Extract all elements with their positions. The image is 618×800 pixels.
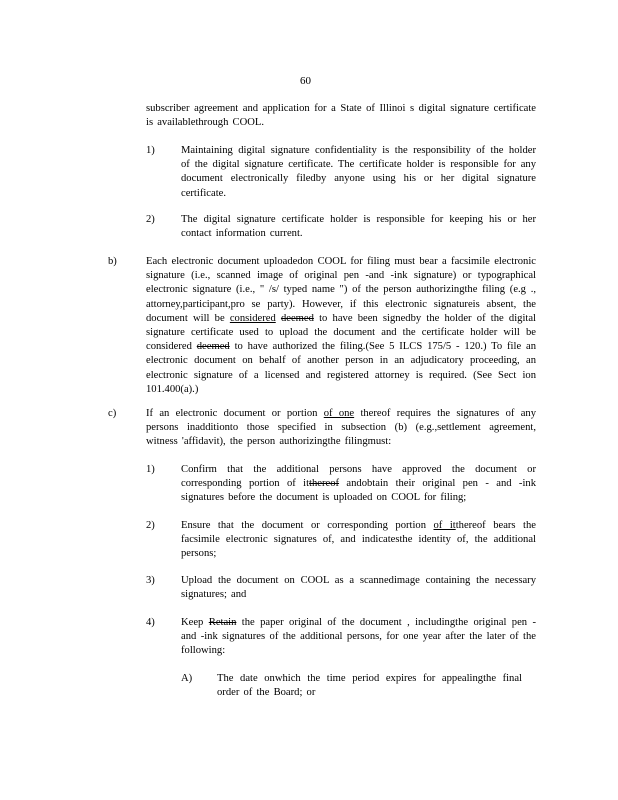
sub-item-a-text: The date onwhich the time period expires for appealingthe final order of the Board; or — [217, 673, 522, 699]
section-c-item-1-label: 1) — [146, 464, 155, 475]
section-c-item-4-text — [181, 616, 536, 659]
item-text: Confirm that the additional persons have approved the document or corresponding portion of it — [181, 464, 536, 490]
section-c-item-2-label: 2) — [146, 520, 155, 531]
intro-item-2-label: 2) — [146, 214, 155, 225]
deleted-text: Retain — [208, 617, 237, 628]
inserted-text: of it — [433, 520, 456, 531]
section-c-paragraph — [146, 407, 536, 450]
intro-item-1-text: Maintaining digital signature confidentiality is the responsibility of the holder of the digital signature certificate. The certificate holder is responsible for any document electronically filedby anyone using his or her digital signature certificate. — [181, 145, 536, 199]
item-text: the paper original of the document , includingthe original pen - and -ink signatures of the additional persons, for one year after the later of the following: — [181, 617, 536, 657]
section-c-item-2-text — [181, 519, 536, 562]
section-b-label: b) — [108, 256, 117, 267]
intro-paragraph: subscriber agreement and application for a State of Illinoi s digital signature certificate is availablethrough COOL. — [146, 103, 536, 129]
section-b-text-3: to have authorized the filing.(See 5 ILCS 175/5 - 120.) To file an electronic document on behalf of another person in an adjudicatory proceeding, an electronic signature of a licensed and registered attorney is required. (See Sect ion 101.400(a).) — [146, 341, 536, 395]
deleted-text: deemed — [196, 341, 230, 353]
inserted-text: considered — [229, 312, 276, 324]
item-text: andobtain their original pen - and -ink signatures before the document is uploaded on COOL for filing; — [181, 478, 536, 504]
section-c-text-2: thereof requires the signatures of any persons inadditionto those specified in subsection (b) (e.g.,settlement agreement, witness 'affidavit), the person authorizingthe filingmust: — [146, 408, 536, 448]
intro-item-2-text: The digital signature certificate holder is responsible for keeping his or her contact information current. — [181, 214, 536, 240]
inserted-text: of one — [323, 408, 355, 419]
item-text: thereof bears the facsimile electronic signatures of, and indicatesthe identity of, the additional persons; — [181, 520, 536, 560]
section-c-text-1: If an electronic document or portion — [146, 408, 318, 419]
deleted-text: deemed — [280, 312, 314, 324]
item-text: Ensure that the document or corresponding portion — [181, 520, 426, 531]
section-c-item-1-text — [181, 463, 536, 506]
section-c-item-3-label: 3) — [146, 575, 155, 586]
deleted-text: thereof — [309, 478, 340, 490]
section-b-text-2: to have been signedby the holder of the digital signature certificate used to upload the document and the certificate holder will be considered — [146, 312, 536, 353]
item-text: Keep — [181, 617, 204, 628]
section-b-text-1: Each electronic document uploadedon COOL for filing must bear a facsimile electronic signature (i.e., scanned image of original pen -and -ink signature) or typographical electronic signature (i.e., " /s/ typed name ") of the person authorizingthe filing (e.g ., attorney,participant,pro se party). However, if this electronic signatureis absent, the document will be — [146, 256, 536, 324]
intro-item-1-label: 1) — [146, 145, 155, 156]
sub-item-a-label: A) — [181, 673, 193, 684]
section-b-paragraph — [146, 255, 536, 397]
section-c-item-3-text: Upload the document on COOL as a scannedimage containing the necessary signatures; and — [181, 575, 536, 601]
section-c-label: c) — [108, 408, 117, 419]
page-number: 60 — [300, 75, 311, 87]
section-c-item-4-label: 4) — [146, 617, 155, 628]
